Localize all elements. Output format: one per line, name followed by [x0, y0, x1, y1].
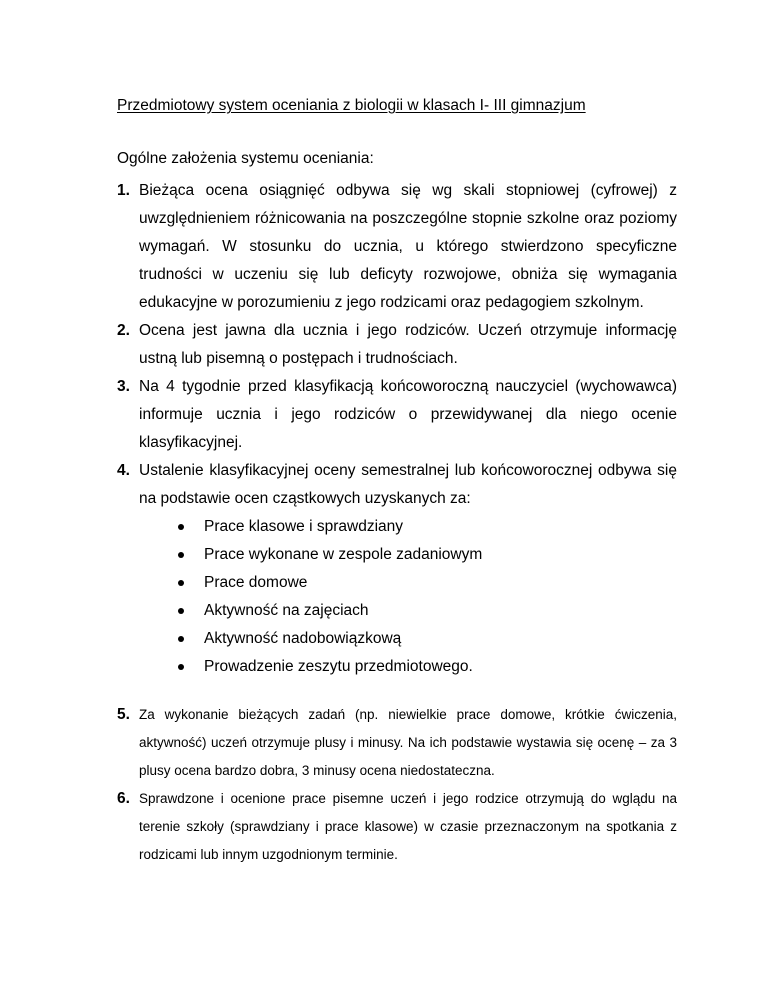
bullet-text: Aktywność nadobowiązkową: [204, 630, 402, 647]
bullet-item: [175, 513, 677, 541]
item-text: Za wykonanie bieżących zadań (np. niewielkie prace domowe, krótkie ćwiczenia, aktywność) uczeń otrzymuje plusy i minusy. Na ich podstawie wystawia się ocenę – za 3 plusy ocena bardzo dobra, 3 minusy ocena niedostateczna.: [139, 707, 677, 778]
item-number: 6.: [117, 790, 130, 807]
list-item-3: [117, 373, 677, 457]
bullet-item: [175, 541, 677, 569]
bullet-text: Aktywność na zajęciach: [204, 602, 369, 619]
bullet-icon: [178, 552, 184, 558]
item-number: 4.: [117, 462, 130, 479]
bullet-icon: [178, 580, 184, 586]
numbered-list: [117, 177, 677, 869]
item-number: 3.: [117, 378, 130, 395]
bullet-icon: [178, 608, 184, 614]
bullet-icon: [178, 524, 184, 530]
bullet-icon: [178, 664, 184, 670]
item-text: Ocena jest jawna dla ucznia i jego rodziców. Uczeń otrzymuje informację ustną lub pisemną o postępach i trudnościach.: [139, 322, 677, 367]
bullet-item: [175, 597, 677, 625]
spacer: [117, 681, 677, 701]
document-title: Przedmiotowy system oceniania z biologii w klasach I- III gimnazjum: [117, 97, 586, 114]
bullet-item: [175, 653, 677, 681]
bullet-text: Prace domowe: [204, 574, 308, 591]
bullet-icon: [178, 636, 184, 642]
grade-sources-list: [175, 513, 677, 681]
list-item-1: [117, 177, 677, 317]
list-item-5: [117, 701, 677, 785]
list-item-2: [117, 317, 677, 373]
list-item-6: [117, 785, 677, 869]
item-number: 5.: [117, 706, 130, 723]
item-text: Bieżąca ocena osiągnięć odbywa się wg skali stopniowej (cyfrowej) z uwzględnieniem różnicowania na poszczególne stopnie szkolne oraz poziomy wymagań. W stosunku do ucznia, u którego stwierdzono specyficzne trudności w uczeniu się lub deficyty rozwojowe, obniża się wymagania edukacyjne w porozumieniu z jego rodzicami oraz pedagogiem szkolnym.: [139, 182, 677, 311]
list-item-4: [117, 457, 677, 681]
item-text: Sprawdzone i ocenione prace pisemne uczeń i jego rodzice otrzymują do wglądu na terenie szkoły (sprawdziany i prace klasowe) w czasie przeznaczonym na spotkania z rodzicami lub innym uzgodnionym terminie.: [139, 791, 677, 862]
bullet-text: Prowadzenie zeszytu przedmiotowego.: [204, 658, 473, 675]
item-text: Ustalenie klasyfikacyjnej oceny semestralnej lub końcoworocznej odbywa się na podstawie ocen cząstkowych uzyskanych za:: [139, 462, 677, 507]
bullet-item: [175, 625, 677, 653]
bullet-text: Prace wykonane w zespole zadaniowym: [204, 546, 483, 563]
item-number: 1.: [117, 182, 130, 199]
bullet-item: [175, 569, 677, 597]
intro-heading: Ogólne założenia systemu oceniania:: [117, 150, 374, 167]
item-number: 2.: [117, 322, 130, 339]
item-text: Na 4 tygodnie przed klasyfikacją końcoworoczną nauczyciel (wychowawca) informuje ucznia i jego rodziców o przewidywanej dla niego ocenie klasyfikacyjnej.: [139, 378, 677, 451]
bullet-text: Prace klasowe i sprawdziany: [204, 518, 404, 535]
